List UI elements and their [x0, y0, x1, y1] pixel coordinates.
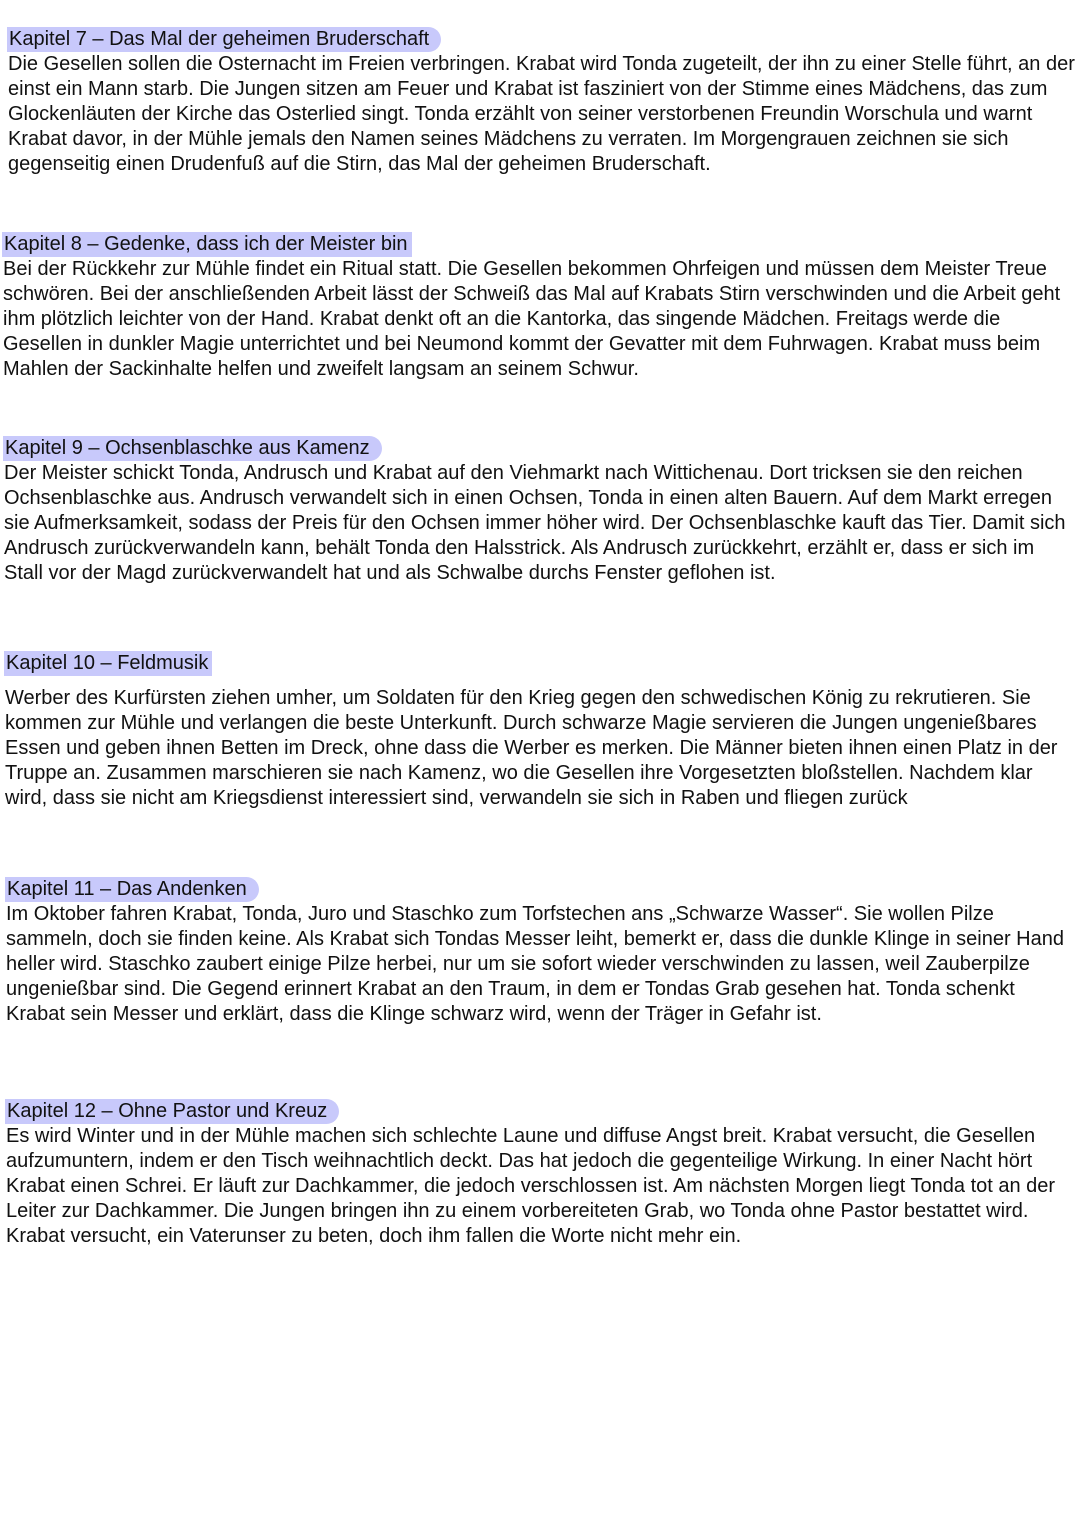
chapter-10-title: Kapitel 10 – Feldmusik	[4, 651, 212, 676]
chapter-8	[0, 232, 1070, 382]
chapter-9-text: Der Meister schickt Tonda, Andrusch und Krabat auf den Viehmarkt nach Wittichenau. Dort tricksen sie den reichen Ochsenblaschke aus. Andrusch verwandelt sich in einen Ochsen, Tonda in einen alten Bauern. Auf dem Markt erregen sie Aufmerksamkeit, sodass der Preis für den Ochsen immer höher wird. Der Ochsenblaschke kauft das Tier. Damit sich Andrusch zurückverwandeln kann, behält Tonda den Halsstrick. Als Andrusch zurückkehrt, erzählt er, dass er sich im Stall vor der Magd zurückverwandelt hat und als Schwalbe durchs Fenster geflohen ist.	[4, 462, 1066, 584]
chapter-7-text: Die Gesellen sollen die Osternacht im Freien verbringen. Krabat wird Tonda zugeteilt, der ihn zu einer Stelle führt, an der einst ein Mann starb. Die Jungen sitzen am Feuer und Krabat ist fasziniert von der Stimme eines Mädchens, das zum Glockenläuten der Kirche das Osterlied singt. Tonda erzählt von seiner verstorbenen Freundin Worschula und warnt Krabat davor, in der Mühle jemals den Namen seines Mädchens zu verraten. Im Morgengrauen zeichnen sie sich gegenseitig einen Drudenfuß auf die Stirn, das Mal der geheimen Bruderschaft.	[8, 53, 1075, 175]
chapter-7-title: Kapitel 7 – Das Mal der geheimen Bruderschaft	[7, 27, 441, 52]
chapter-8-text: Bei der Rückkehr zur Mühle findet ein Ritual statt. Die Gesellen bekommen Ohrfeigen und müssen dem Meister Treue schwören. Bei der anschließenden Arbeit lässt der Schweiß das Mal auf Krabats Stirn verschwinden und die Arbeit geht ihm plötzlich leichter von der Hand. Krabat denkt oft an die Kantorka, das singende Mädchen. Freitags werde die Gesellen in dunkler Magie unterrichtet und bei Neumond kommt der Gevatter mit dem Fuhrwagen. Krabat muss beim Mahlen der Sackinhalte helfen und zweifelt langsam an seinem Schwur.	[3, 258, 1061, 380]
chapter-12	[3, 1099, 1073, 1249]
chapter-10-text: Werber des Kurfürsten ziehen umher, um Soldaten für den Krieg gegen den schwedischen König zu rekrutieren. Sie kommen zur Mühle und verlangen die beste Unterkunft. Durch schwarze Magie servieren die Jungen ungenießbares Essen und geben ihnen Betten im Dreck, ohne dass die Werber es merken. Die Männer bieten ihnen einen Platz in der Truppe an. Zusammen marschieren sie nach Kamenz, wo die Gesellen ihre Vorgesetzten bloßstellen. Nachdem klar wird, dass sie nicht am Kriegsdienst interessiert sind, verwandeln sie sich in Raben und fliegen zurück	[5, 687, 1058, 809]
chapter-9-title: Kapitel 9 – Ochsenblaschke aus Kamenz	[3, 436, 382, 461]
chapter-8-title: Kapitel 8 – Gedenke, dass ich der Meister bin	[2, 232, 412, 257]
chapter-12-title: Kapitel 12 – Ohne Pastor und Kreuz	[5, 1099, 339, 1124]
chapter-7	[5, 27, 1075, 177]
chapter-10	[2, 651, 1072, 811]
chapter-11	[3, 877, 1073, 1027]
chapter-11-title: Kapitel 11 – Das Andenken	[5, 877, 259, 902]
chapter-12-text: Es wird Winter und in der Mühle machen sich schlechte Laune und diffuse Angst breit. Krabat versucht, die Gesellen aufzumuntern, indem er den Tisch weihnachtlich deckt. Das hat jedoch die gegenteilige Wirkung. In einer Nacht hört Krabat einen Schrei. Er läuft zur Dachkammer, die jedoch verschlossen ist. Am nächsten Morgen liegt Tonda tot an der Leiter zur Dachkammer. Die Jungen bringen ihn zu einem vorbereiteten Grab, wo Tonda ohne Pastor bestattet wird. Krabat versucht, ein Vaterunser zu beten, doch ihm fallen die Worte nicht mehr ein.	[6, 1125, 1056, 1247]
chapter-9	[1, 436, 1071, 586]
chapter-11-text: Im Oktober fahren Krabat, Tonda, Juro und Staschko zum Torfstechen ans „Schwarze Wasser“. Sie wollen Pilze sammeln, doch sie finden keine. Als Krabat sich Tondas Messer leiht, bemerkt er, dass die dunkle Klinge in seiner Hand heller wird. Staschko zaubert einige Pilze herbei, nur um sie sofort wieder verschwinden zu lassen, weil Zauberpilze ungenießbar sind. Die Gegend erinnert Krabat an den Traum, in dem er Tondas Grab gesehen hat. Tonda schenkt Krabat sein Messer und erklärt, dass die Klinge schwarz wird, wenn der Träger in Gefahr ist.	[6, 903, 1064, 1025]
